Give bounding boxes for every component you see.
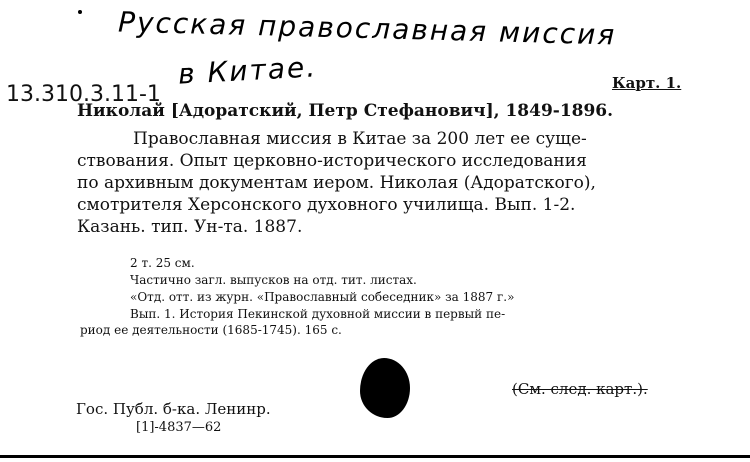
handwritten-subject-line1: Русская православная миссия (117, 5, 617, 52)
card-bottom-edge (0, 455, 750, 458)
print-code: [1]-4837—62 (136, 420, 222, 435)
description-line: смотрителя Херсонского духовного училища. Вып. 1-2. (77, 195, 576, 215)
description-line: ствования. Опыт церковно-исторического исследования (77, 151, 587, 171)
note: «Отд. отт. из журн. «Православный собеседник» за 1887 г.» (130, 290, 515, 304)
note: Вып. 1. История Пекинской духовной миссии в первый пе- (130, 307, 506, 321)
ink-dot (78, 10, 82, 14)
description-line: Православная миссия в Китае за 200 лет ее суще- (133, 129, 587, 149)
card-number: Карт. 1. (612, 74, 682, 92)
handwritten-subject-line2: в Китае. (177, 50, 318, 91)
physical-description: 2 т. 25 см. (130, 256, 195, 270)
description-line: по архивным документам иером. Николая (Адоратского), (77, 173, 596, 193)
library-name: Гос. Публ. б-ка. Ленинр. (76, 400, 271, 418)
note: риод ее деятельности (1685-1745). 165 с. (80, 323, 342, 337)
description (77, 128, 697, 238)
ink-blot (360, 358, 410, 418)
crossed-reference: (См. след. карт.). (512, 380, 648, 398)
description-line: Казань. тип. Ун-та. 1887. (77, 217, 303, 237)
note: Частично загл. выпусков на отд. тит. листах. (130, 273, 417, 287)
author-heading: Николай [Адоратский, Петр Стефанович], 1849-1896. (77, 101, 614, 121)
call-number: 13.310.3.11-1 (6, 82, 161, 107)
